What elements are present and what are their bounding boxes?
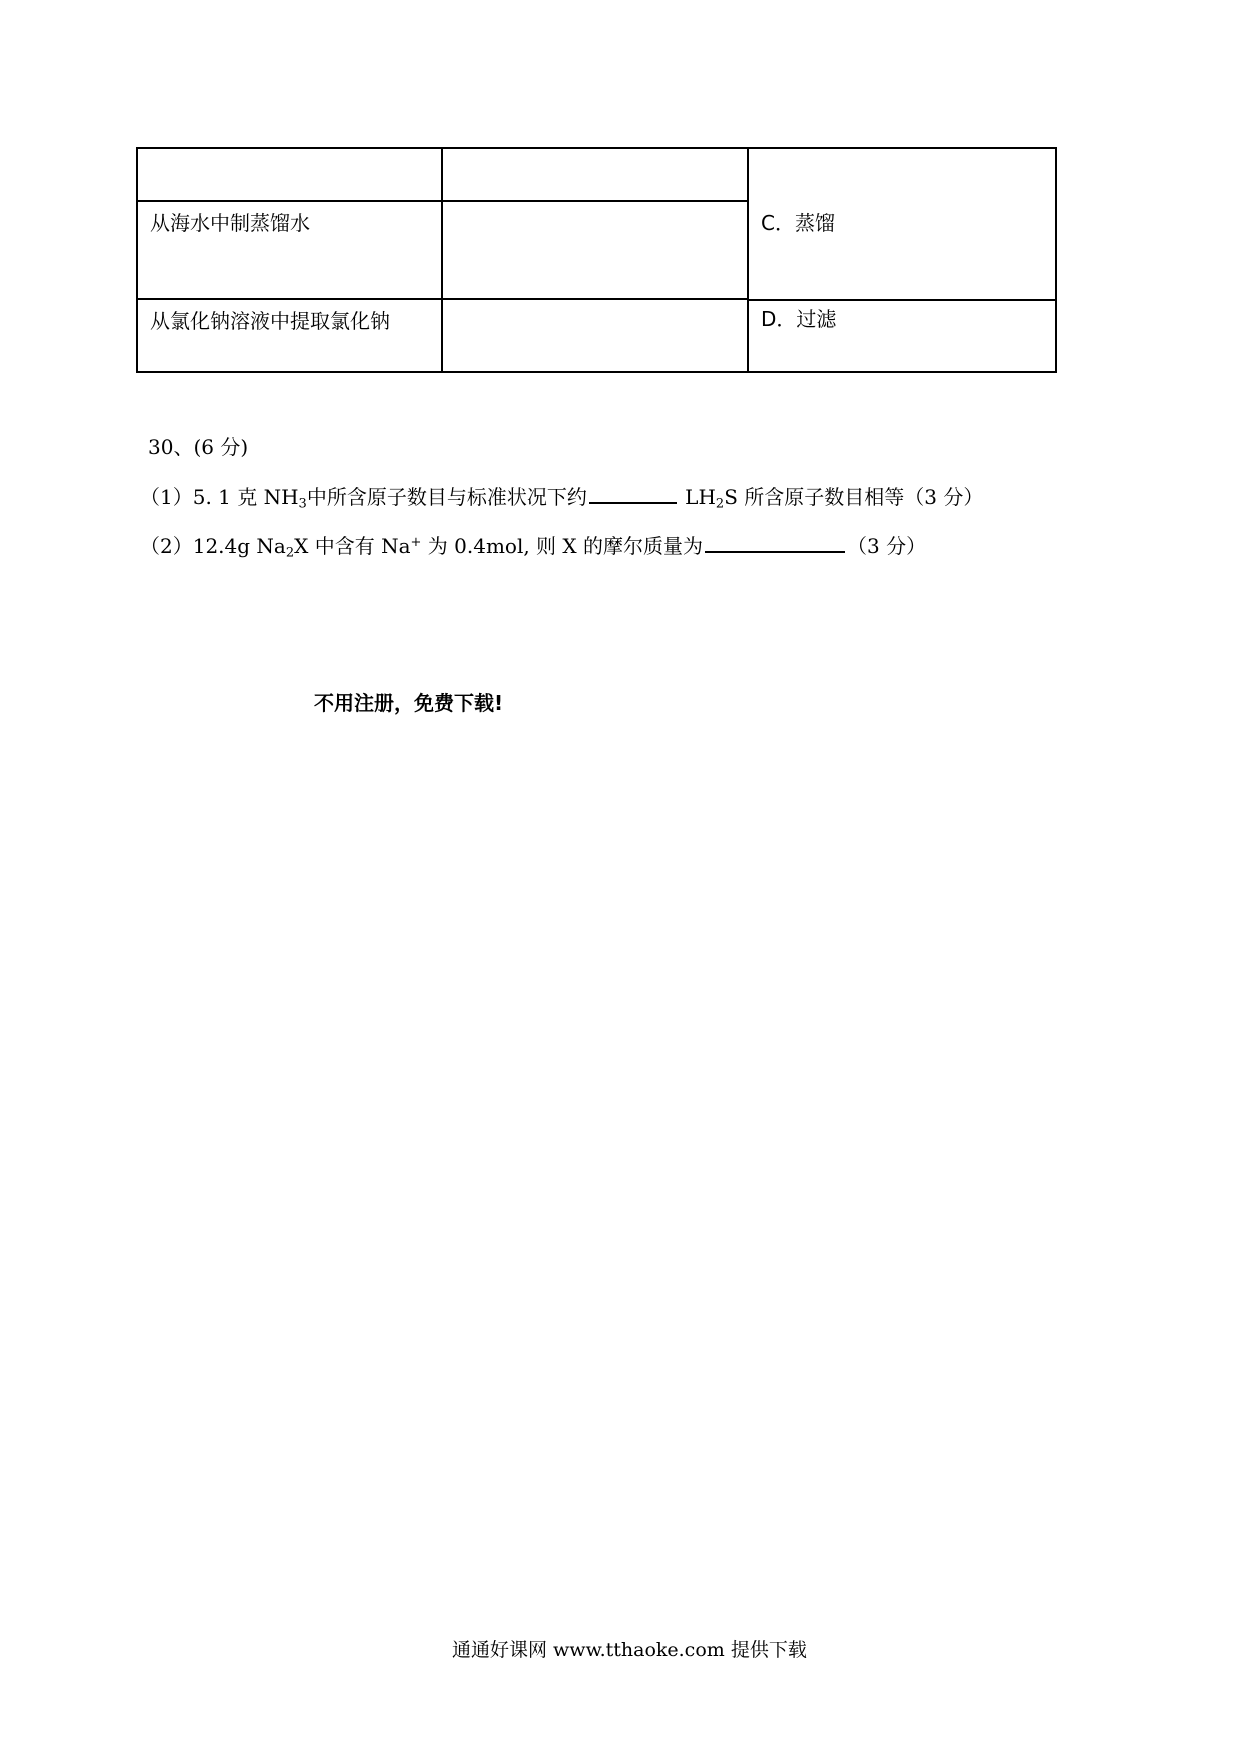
part1-subscript-3: 3 <box>298 496 307 512</box>
table-options-divider <box>747 299 1057 301</box>
part1-middle: 中所含原子数目与标准状况下约 <box>306 485 587 509</box>
table-row-divider-1 <box>138 200 749 202</box>
part2-prefix: （2）12.4g Na <box>140 534 286 559</box>
page-footer: 通通好课网 www.tthaoke.com 提供下载 <box>452 1639 807 1661</box>
part2-suffix: （3 分） <box>847 534 927 559</box>
part1-subscript-2: 2 <box>715 496 725 512</box>
table-row-divider-2 <box>138 298 749 300</box>
table-col-divider-1 <box>441 149 443 371</box>
part2-subscript-2: 2 <box>285 545 295 561</box>
question-30-part-2 <box>140 530 926 566</box>
part1-prefix: （1）5. 1 克 NH <box>140 485 299 509</box>
question-30-part-1 <box>140 482 983 517</box>
table-row-task: 从海水中制蒸馏水 <box>150 211 310 235</box>
part2-superscript-plus: + <box>410 535 422 550</box>
question-30-header: 30、(6 分) <box>148 435 249 459</box>
option-c-label: C．蒸馏 <box>761 211 835 235</box>
answer-blank-1[interactable] <box>589 482 677 504</box>
table-row-task: 从氯化钠溶液中提取氯化钠 <box>150 309 390 333</box>
separation-table <box>136 147 1057 373</box>
table-col-divider-2 <box>747 149 749 371</box>
answer-blank-2[interactable] <box>705 531 845 553</box>
part2-middle: X 中含有 Na <box>294 534 411 559</box>
promo-text: 不用注册，免费下载! <box>314 691 504 715</box>
part2-rest: 为 0.4mol, 则 X 的摩尔质量为 <box>421 534 704 559</box>
option-d-label: D．过滤 <box>761 307 837 331</box>
part1-suffix: S 所含原子数目相等（3 分） <box>724 485 984 509</box>
part1-after-blank: LH <box>678 485 716 509</box>
